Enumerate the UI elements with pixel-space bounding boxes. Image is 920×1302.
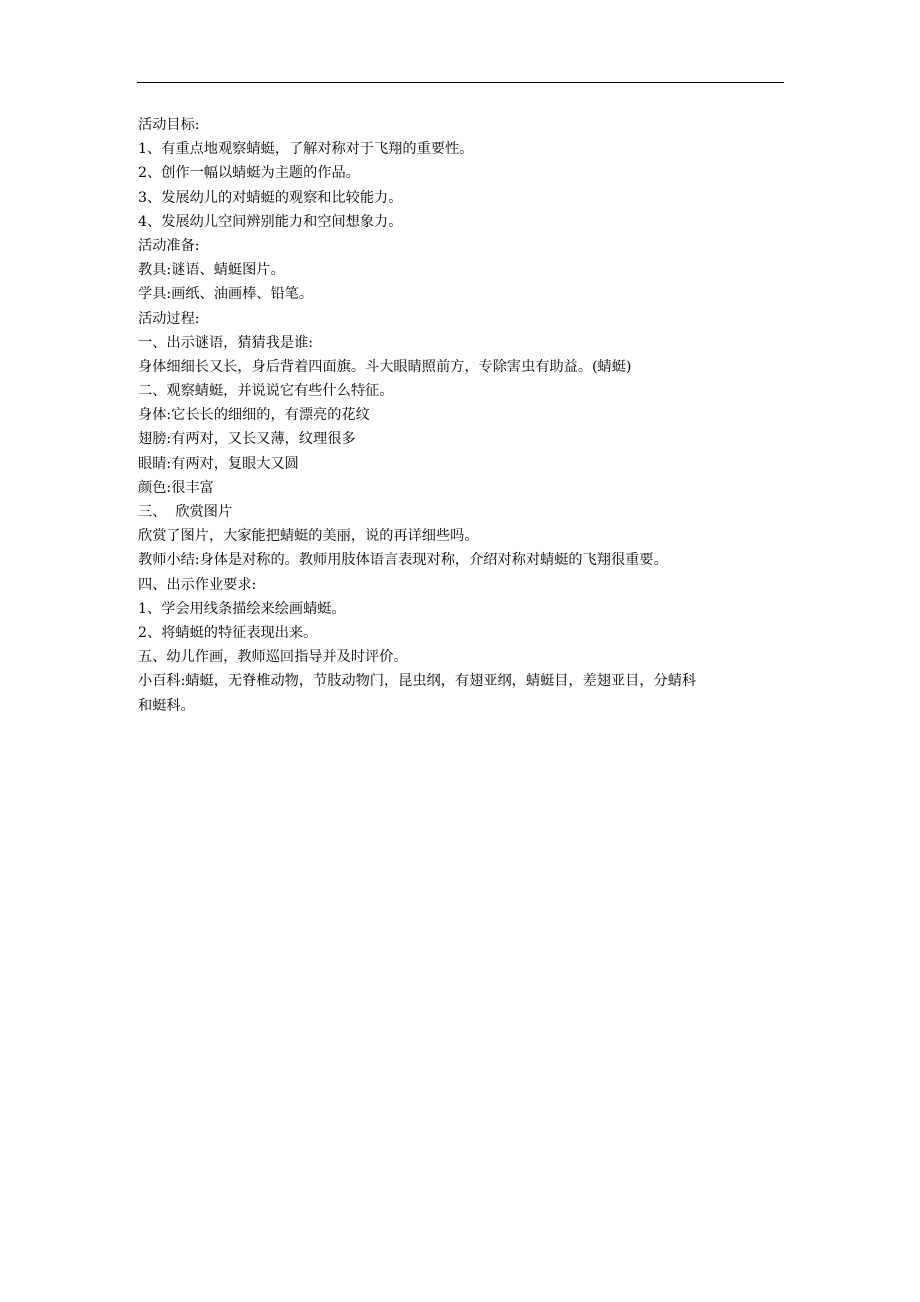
feature-eyes: 眼睛:有两对，复眼大又圆 [138,455,299,472]
section-heading-goals: 活动目标: [138,117,200,133]
goal-item-2: 2、创作一幅以蜻蜓为主题的作品。 [138,165,360,182]
process-step-2: 二、观察蜻蜓，并说说它有些什么特征。 [138,383,394,400]
encyclopedia-note: 小百科:蜻蜓，无脊椎动物，节肢动物门，昆虫纲，有翅亚纲，蜻蜓目，差翅亚目，分蜻科 [138,673,697,690]
goal-item-4: 4、发展幼儿空间辨别能力和空间想象力。 [138,213,403,230]
goal-item-3: 3、发展幼儿的对蜻蜓的观察和比较能力。 [138,189,403,206]
document-body [138,113,788,718]
feature-wings: 翅膀:有两对，又长又薄，纹理很多 [138,431,356,448]
goal-item-1: 1、有重点地观察蜻蜓，了解对称对于飞翔的重要性。 [138,141,474,158]
header-rule [137,82,784,83]
section-heading-process: 活动过程: [138,310,200,327]
section-heading-preparation: 活动准备: [138,237,200,254]
riddle-text: 身体细细长又长，身后背着四面旗。斗大眼睛照前方，专除害虫有助益。(蜻蜓) [138,358,632,375]
encyclopedia-note-continued: 和蜓科。 [138,697,195,714]
feature-body: 身体:它长长的细细的，有漂亮的花纹 [138,407,370,424]
feature-color: 颜色:很丰富 [138,479,214,496]
appreciation-question: 欣赏了图片，大家能把蜻蜓的美丽，说的再详细些吗。 [138,528,479,545]
preparation-student-tools: 学具:画纸、油画棒、铅笔。 [138,286,314,303]
requirement-2: 2、将蜻蜓的特征表现出来。 [138,624,318,641]
requirement-1: 1、学会用线条描绘来绘画蜻蜓。 [138,600,346,617]
process-step-5: 五、幼儿作画，教师巡回指导并及时评价。 [138,649,408,666]
process-step-1: 一、出示谜语，猜猜我是谁: [138,334,314,351]
teacher-summary: 教师小结:身体是对称的。教师用肢体语言表现对称，介绍对称对蜻蜓的飞翔很重要。 [138,552,668,569]
process-step-3: 三、 欣赏图片 [138,504,233,520]
process-step-4: 四、出示作业要求: [138,576,257,593]
preparation-teacher-tools: 教具:谜语、蜻蜓图片。 [138,262,285,279]
